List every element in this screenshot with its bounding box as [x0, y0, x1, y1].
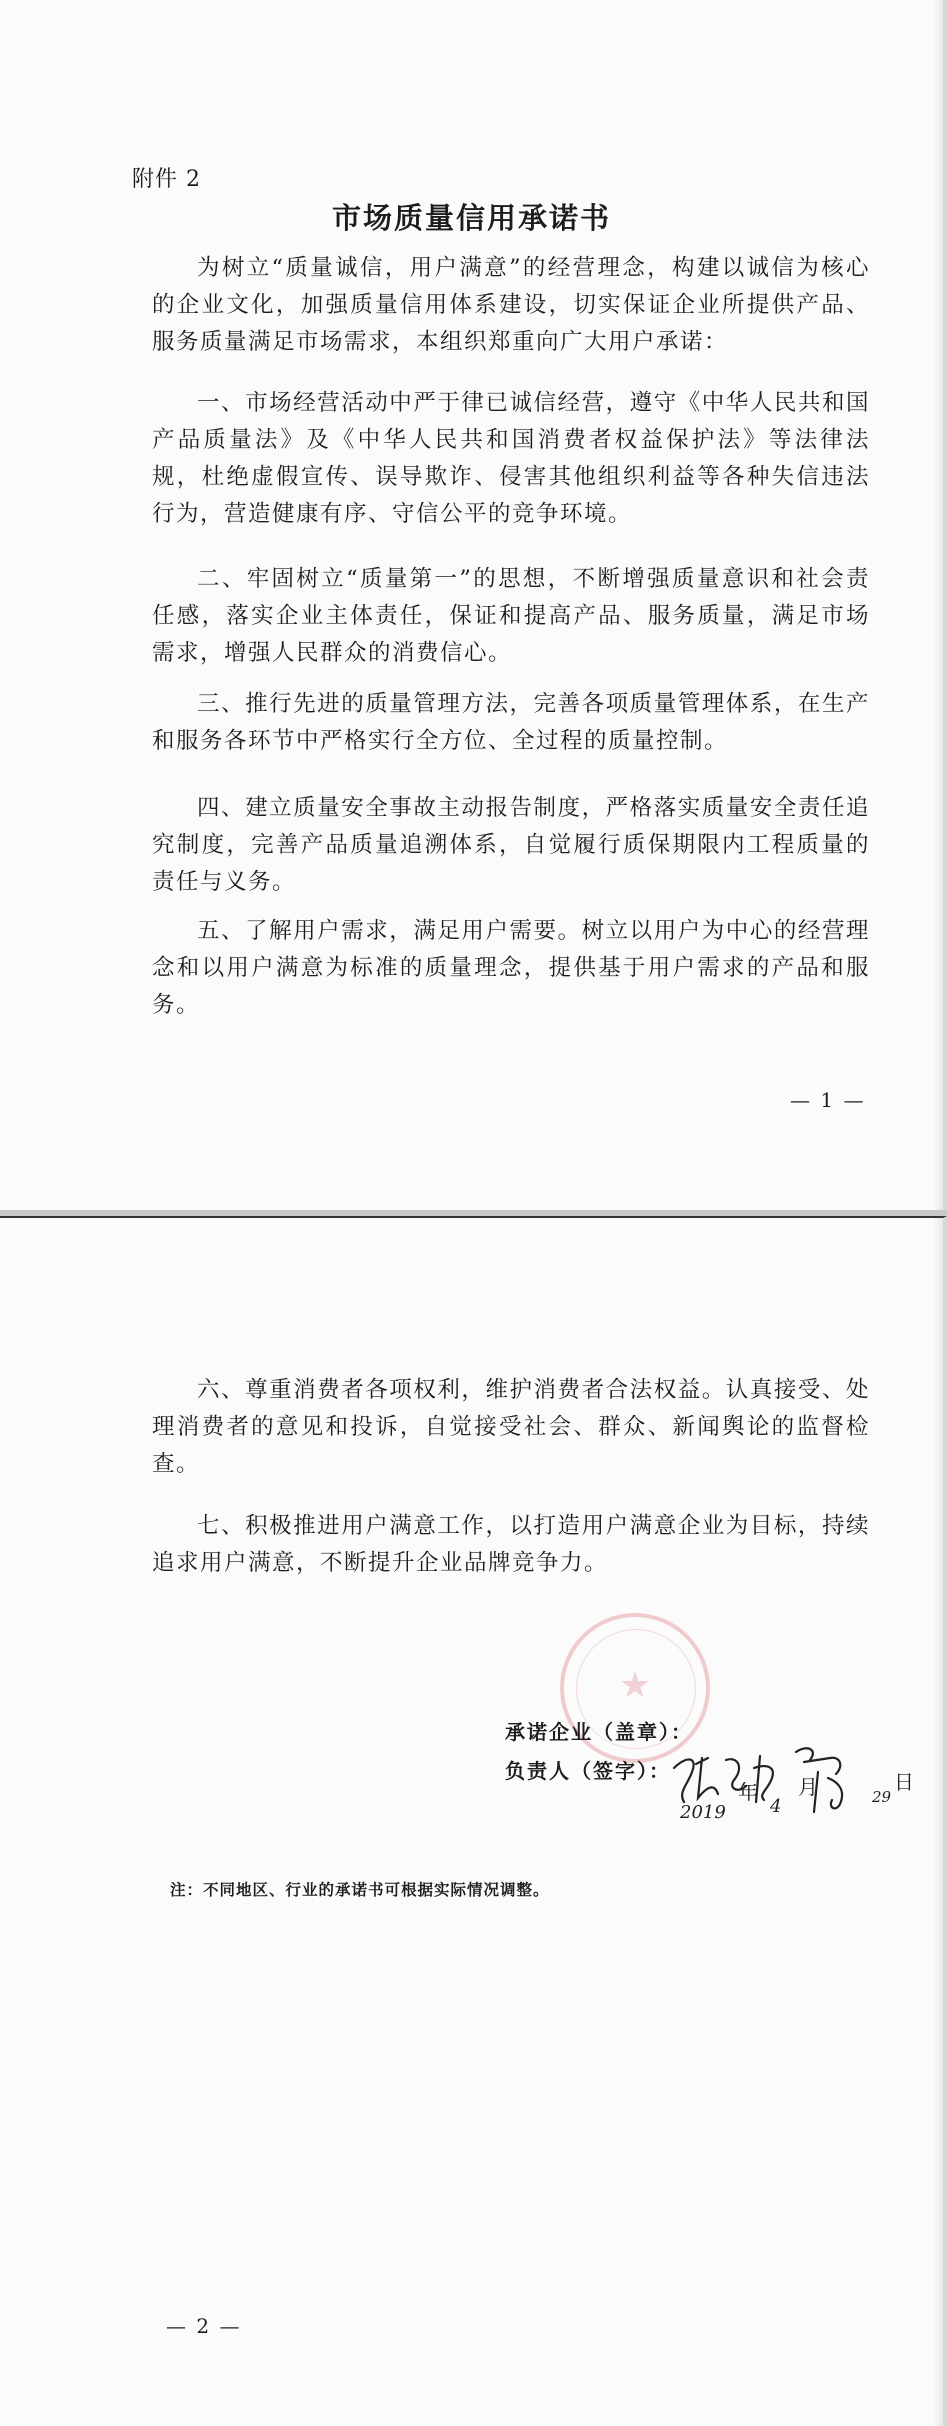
commitment-paragraph: 一、市场经营活动中严于律已诚信经营，遵守《中华人民共和国产品质量法》及《中华人民共和国消费者权益保护法》等法律法规，杜绝虚假宣传、误导欺诈、侵害其他组织利益等各种失信违法行为，营造健康有序、守信公平的竞争环境。: [152, 390, 870, 527]
date-day-char: 日: [894, 1770, 914, 1794]
document-title: 市场质量信用承诺书: [331, 201, 611, 235]
handwritten-year: 2019: [680, 1802, 726, 1823]
page-number: — 2 —: [166, 2314, 242, 2338]
page-edge-shadow: [933, 1218, 943, 2426]
date-month-char: 月: [798, 1775, 818, 1799]
page-number: — 1 —: [790, 1088, 866, 1112]
intro-paragraph: 为树立“质量诚信，用户满意”的经营理念，构建以诚信为核心的企业文化，加强质量信用体系建设，切实保证企业所提供产品、服务质量满足市场需求，本组织郑重向广大用户承诺：: [152, 255, 870, 355]
commitment-paragraph: 四、建立质量安全事故主动报告制度，严格落实质量安全责任追究制度，完善产品质量追溯体系，自觉履行质保期限内工程质量的责任与义务。: [152, 795, 870, 895]
responsible-person-label: 负责人（签字）：: [505, 1759, 671, 1783]
document-page-1: [0, 0, 947, 1210]
footnote: 注：不同地区、行业的承诺书可根据实际情况调整。: [170, 1880, 550, 1899]
document-page-2: [0, 1216, 947, 2426]
commitment-paragraph: 三、推行先进的质量管理方法，完善各项质量管理体系，在生产和服务各环节中严格实行全方位、全过程的质量控制。: [152, 691, 870, 754]
seal-star-icon: ★: [618, 1665, 652, 1706]
handwritten-month: 4: [770, 1796, 782, 1817]
handwritten-day: 29: [872, 1788, 892, 1806]
commitment-paragraph: 六、尊重消费者各项权利，维护消费者合法权益。认真接受、处理消费者的意见和投诉，自觉接受社会、群众、新闻舆论的监督检查。: [152, 1377, 870, 1477]
commitment-paragraph: 五、了解用户需求，满足用户需要。树立以用户为中心的经营理念和以用户满意为标准的质量理念，提供基于用户需求的产品和服务。: [152, 918, 870, 1018]
date-year-char: 年: [738, 1780, 758, 1804]
page-edge-shadow: [933, 0, 943, 1210]
commitment-paragraph: 七、积极推进用户满意工作，以打造用户满意企业为目标，持续追求用户满意，不断提升企业品牌竞争力。: [152, 1513, 870, 1576]
commitment-paragraph: 二、牢固树立“质量第一”的思想，不断增强质量意识和社会责任感，落实企业主体责任，保证和提高产品、服务质量，满足市场需求，增强人民群众的消费信心。: [152, 566, 870, 666]
company-seal-label: 承诺企业（盖章）：: [505, 1720, 693, 1744]
attachment-label: 附件 2: [132, 167, 201, 192]
